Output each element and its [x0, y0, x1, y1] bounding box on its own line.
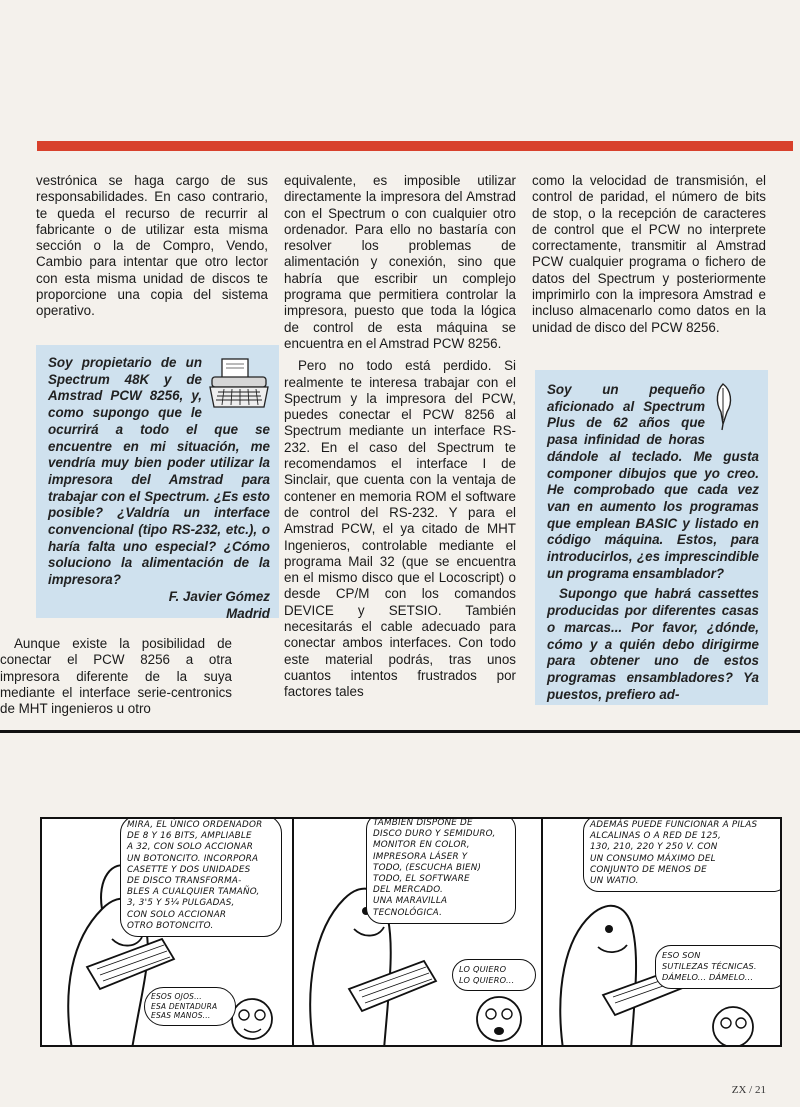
- page-number: ZX / 21: [731, 1084, 766, 1096]
- column-3: [532, 173, 766, 342]
- letter1-signature: F. Javier Gómez: [168, 588, 270, 604]
- col1-answer-paragraph: Aunque existe la posibilidad de conectar el PCW 8256 a otra impresora diferente de la suya mediante el interface serie-centronics de MHT ingenieros u otro: [0, 636, 232, 717]
- col2-paragraph-2: Pero no todo está perdido. Si realmente te interesa trabajar con el Spectrum y la impresora del PCW, puedes conectar el PCW 8256 al Spectrum mediante un interface RS-232. En el caso del Spectrum te recomendamos el interface I de Sinclair, que cuenta con la ventaja de contener en memoria ROM el software de control del RS-232. Y para el Amstrad PCW, el ya citado de MHT Ingenieros, controlable mediante el programa Mail 32 (que se encuentra en el mismo disco que el Locoscript) o desde CP/M con los comandos DEVICE y SETSIO. También necesitarás el cable adecuado para conectar ambos interfaces. Con todo este material podrás, tras unos cuantos intentos frustrados por factores tales: [284, 358, 516, 700]
- speech-bubble-panel-1: MIRA, EL ÚNICO ORDENADOR DE 8 Y 16 BITS, AMPLIABLE A 32, CON SOLO ACCIONAR UN BOTONCITO. INCORPORA CASETTE Y DOS UNIDADES DE DISCO TRANSFORMA- BLES A CUALQUIER TAMAÑO, 3, 3'5 Y 5¼ PULGADAS, CON SOLO ACCIONAR OTRO BOTONCITO.: [120, 817, 282, 937]
- column-2: [284, 173, 516, 707]
- letter2-paragraph-1: Soy un pequeño aficionado al Spectrum Plus de 62 años que pasa infinidad de horas dándole al teclado. Me gusta componer dibujos que yo creo. He comprobado que cada vez van en aumento los programas que emplean BASIC y listado en código máquina. Estos, para introducirlos, ¿es imprescindible un programa ensamblador?: [547, 382, 759, 581]
- col2-paragraph-1: equivalente, es imposible utilizar directamente la impresora del Amstrad con el Spectrum o con cualquier otro ordenador. Para ello no bastaría con resolver los problemas de alimentación y conexión, sino que habría que escribir un complejo programa que permitiera controlar la impresora, puesto que toda la lógica de control de esta máquina se encuentra en el Amstrad PCW 8256.: [284, 173, 516, 351]
- comic-strip: [40, 817, 782, 1047]
- speech-bubble-panel-3-small: ESO SON SUTILEZAS TÉCNICAS. DÁMELO... DÁMELO...: [655, 945, 782, 989]
- speech-bubble-panel-3: ADEMÁS PUEDE FUNCIONAR A PILAS ALCALINAS O A RED DE 125, 130, 210, 220 Y 250 V. CON UN CONSUMO MÁXIMO DEL CONJUNTO DE MENOS DE UN WATIO.: [583, 817, 782, 892]
- reader-letter-2: [535, 370, 768, 705]
- quill-pen-icon: [711, 382, 737, 437]
- letter1-text: Soy propietario de un Spectrum 48K y de Amstrad PCW 8256, y, como supongo que le ocurrirá a todo el que se encuentre en mi situación, me vendría muy bien poder utilizar la impresora del Amstrad para trabajar con el Spectrum. ¿Es esto posible? ¿Valdría un interface convencional (tipo RS-232, etc.), o haría falta uno especial? ¿Cómo soluciono la alimentación de la impresora?: [48, 355, 270, 588]
- col1-paragraph: vestrónica se haga cargo de sus responsabilidades. En caso contrario, te queda el recurso de recurrir al fabricante o de utilizar esta misma sección o la de Compro, Vendo, Cambio para intentar que otro lector con esta misma unidad de discos te proporcione una copia del sistema operativo.: [36, 173, 268, 319]
- comic-panel-3: [541, 817, 782, 1047]
- thought-bubble-panel-1: ESOS OJOS... ESA DENTADURA ESAS MANOS...: [144, 987, 236, 1026]
- letter2-paragraph-2: Supongo que habrá cassettes producidas por diferentes casas o marcas... Por favor, ¿dónde, cómo y a quién debo dirigirme para obtener uno de estos programas ensambladores? Ya puestos, prefiero ad-: [547, 586, 759, 702]
- reader-letter-1: [36, 345, 279, 621]
- speech-bubble-panel-2-small: LO QUIERO LO QUIERO...: [452, 959, 536, 991]
- column-1-bottom: [0, 636, 232, 723]
- typewriter-icon: [208, 355, 270, 416]
- comic-panel-1: [40, 817, 298, 1047]
- section-black-rule: [0, 730, 800, 733]
- header-red-rule: [37, 141, 793, 151]
- column-1: [36, 173, 268, 326]
- comic-panel-2: [292, 817, 547, 1047]
- col3-paragraph: como la velocidad de transmisión, el control de paridad, el número de bits de stop, o la recepción de caracteres de control que el PCW no interprete correctamente, transmitir al Amstrad PCW cualquier programa o fichero de datos del Spectrum y posteriormente imprimirlo con la impresora Amstrad e incluso almacenarlo como datos en la unidad de disco del PCW 8256.: [532, 173, 766, 335]
- letter1-city: Madrid: [226, 605, 270, 621]
- speech-bubble-panel-2: TAMBIÉN DISPONE DE DISCO DURO Y SEMIDURO, MONITOR EN COLOR, IMPRESORA LÁSER Y TODO, (ESCUCHA BIEN) TODO, EL SOFTWARE DEL MERCADO. UNA MARAVILLA TECNOLÓGICA.: [366, 817, 516, 924]
